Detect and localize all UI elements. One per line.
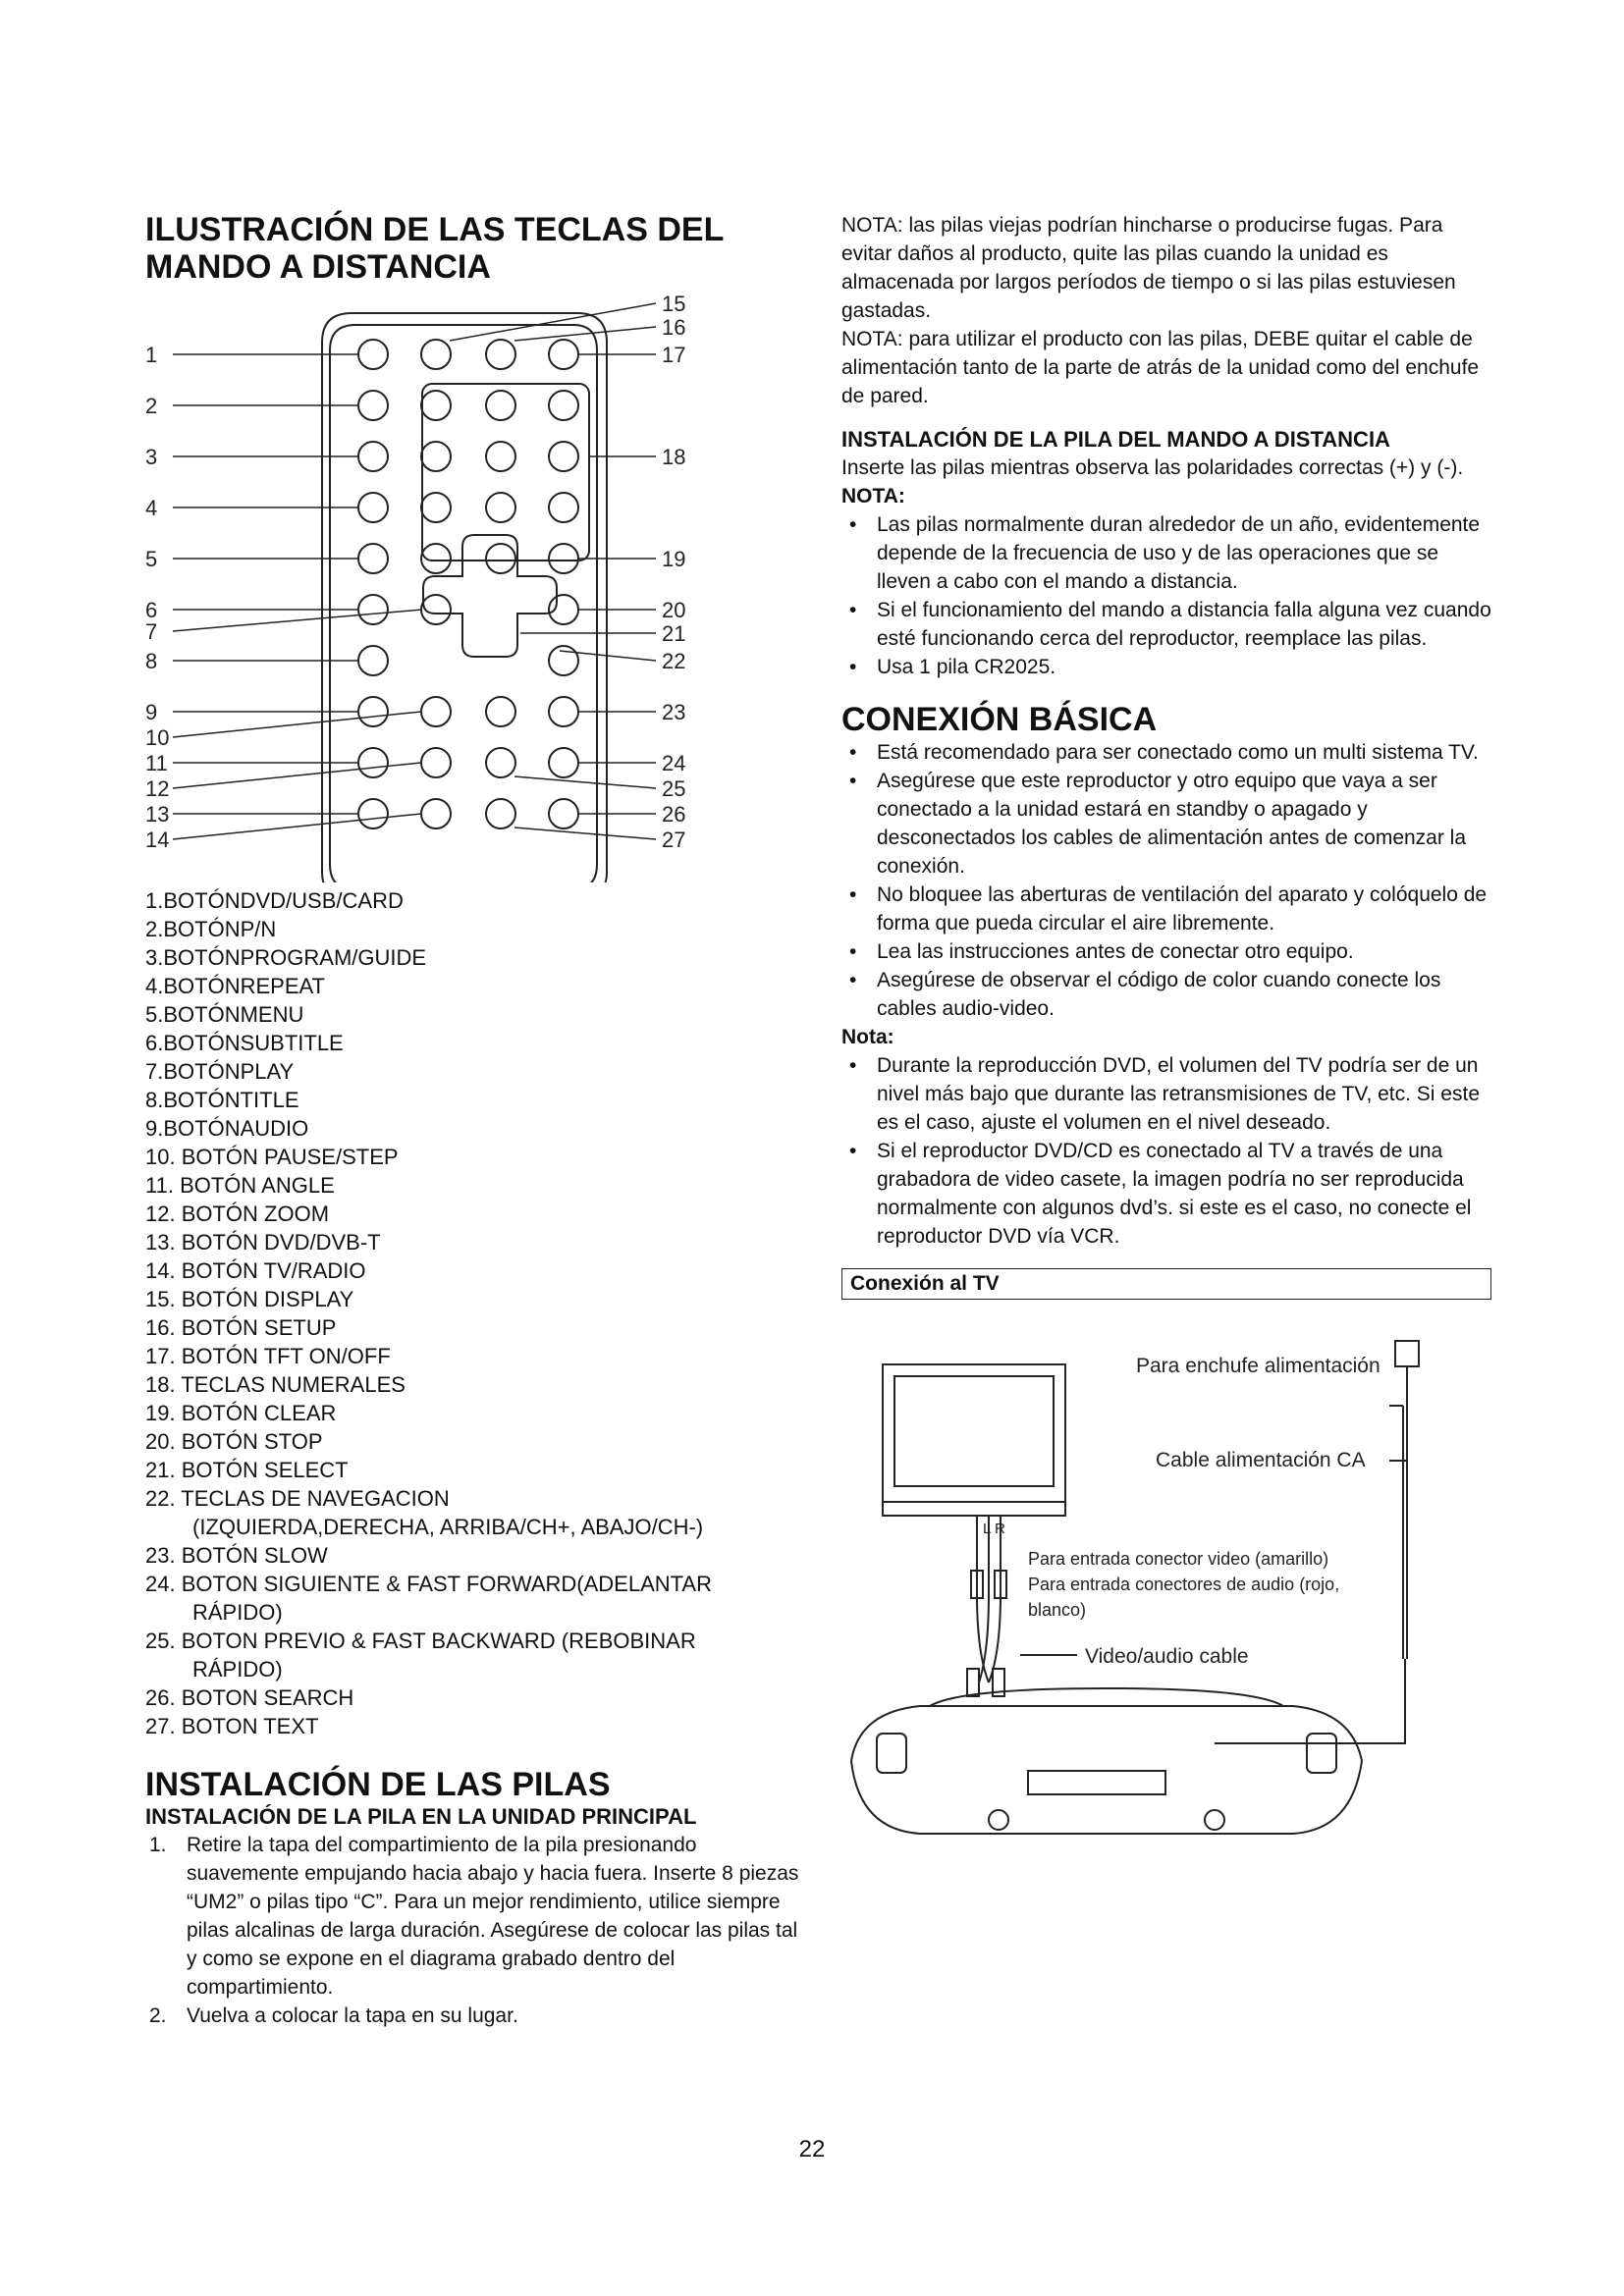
right-column bbox=[841, 211, 1491, 1849]
tv-connection-box-title: Conexión al TV bbox=[841, 1268, 1491, 1300]
remote-callout-left: 9 bbox=[145, 700, 158, 724]
remote-callout-right: 19 bbox=[662, 547, 686, 571]
remote-section-title: ILUSTRACIÓN DE LAS TECLAS DEL MANDO A DISTANCIA bbox=[145, 211, 725, 286]
remote-callout-left: 12 bbox=[145, 776, 170, 801]
list-item: 8.BOTÓNTITLE bbox=[145, 1088, 299, 1112]
list-item: 13. BOTÓN DVD/DVB-T bbox=[145, 1230, 381, 1255]
label-audio-in2: blanco) bbox=[1028, 1600, 1087, 1620]
list-item: 4.BOTÓNREPEAT bbox=[145, 974, 325, 998]
list-item: RÁPIDO) bbox=[192, 1600, 283, 1625]
remote-callout-right: 16 bbox=[662, 315, 686, 340]
connection-bullets bbox=[841, 738, 1491, 1023]
label-video-in: Para entrada conector video (amarillo) bbox=[1028, 1549, 1329, 1569]
note-power-cable: NOTA: para utilizar el producto con las pilas, DEBE quitar el cable de alimentación tanto de la parte de atrás de la unidad como del enchufe de pared. bbox=[841, 328, 1480, 407]
power-plug-icon bbox=[1395, 1341, 1419, 1366]
label-enchufe: Para enchufe alimentación bbox=[1136, 1355, 1380, 1377]
tv-connection-diagram bbox=[841, 1300, 1491, 1849]
list-item: 18. TECLAS NUMERALES bbox=[145, 1372, 406, 1397]
list-item: RÁPIDO) bbox=[192, 1657, 283, 1682]
remote-battery-text: Inserte las pilas mientras observa las polaridades correctas (+) y (-). bbox=[841, 456, 1464, 479]
list-item: 1.BOTÓNDVD/USB/CARD bbox=[145, 888, 404, 913]
remote-callout-left: 14 bbox=[145, 828, 170, 852]
label-cable-ca: Cable alimentación CA bbox=[1156, 1449, 1366, 1471]
list-item: 9.BOTÓNAUDIO bbox=[145, 1116, 309, 1141]
list-item: 7.BOTÓNPLAY bbox=[145, 1059, 295, 1084]
remote-callout-right: 15 bbox=[662, 294, 686, 316]
list-item: 19. BOTÓN CLEAR bbox=[145, 1401, 337, 1425]
list-item: 27. BOTON TEXT bbox=[145, 1714, 319, 1738]
note2-bullets bbox=[841, 1051, 1491, 1251]
remote-callout-right: 23 bbox=[662, 700, 686, 724]
remote-callout-right: 22 bbox=[662, 649, 686, 673]
remote-callout-left: 8 bbox=[145, 649, 158, 673]
remote-callout-left: 10 bbox=[145, 725, 170, 750]
remote-callout-left: 7 bbox=[145, 619, 158, 644]
list-item: 23. BOTÓN SLOW bbox=[145, 1543, 328, 1568]
battery-main-unit-subtitle: INSTALACIÓN DE LA PILA EN LA UNIDAD PRINCIPAL bbox=[145, 1804, 697, 1829]
remote-callout-right: 20 bbox=[662, 598, 686, 622]
list-item: 10. BOTÓN PAUSE/STEP bbox=[145, 1145, 399, 1169]
note-old-batteries: NOTA: las pilas viejas podrían hincharse o producirse fugas. Para evitar daños al producto, quite las pilas cuando la unidad es almacenada por largos períodos de tiempo o si las pilas estuviesen gastadas. bbox=[841, 214, 1456, 322]
bullet-item: • Las pilas normalmente duran alrededor de un año, evidentemente depende de la frecuencia de uso y de las operaciones que se lleven a cabo con el mando a distancia. bbox=[841, 510, 1491, 596]
list-item: 17. BOTÓN TFT ON/OFF bbox=[145, 1344, 391, 1368]
list-item: 5.BOTÓNMENU bbox=[145, 1002, 304, 1027]
remote-key-r1c1 bbox=[358, 340, 388, 369]
remote-callout-left: 4 bbox=[145, 496, 158, 520]
bullet-item: • Usa 1 pila CR2025. bbox=[841, 653, 1491, 681]
list-item: (IZQUIERDA,DERECHA, ARRIBA/CH+, ABAJO/CH-) bbox=[192, 1515, 704, 1539]
remote-callout-left: 5 bbox=[145, 547, 158, 571]
list-item: 16. BOTÓN SETUP bbox=[145, 1315, 337, 1340]
step-item: 2. Vuelva a colocar la tapa en su lugar. bbox=[149, 2004, 518, 2027]
remote-callout-left: 1 bbox=[145, 343, 158, 367]
note-bullets bbox=[841, 510, 1491, 681]
remote-callout-left: 11 bbox=[145, 751, 168, 775]
list-item: 12. BOTÓN ZOOM bbox=[145, 1201, 330, 1226]
remote-callout-right: 27 bbox=[662, 828, 686, 852]
bullet-item: • Si el reproductor DVD/CD es conectado al TV a través de una grabadora de video casete, la imagen podría no ser reproducida normalmente con algunos dvd’s. si este es el caso, no conecte el reproductor DVD vía VCR. bbox=[841, 1137, 1491, 1251]
label-lr: L R bbox=[983, 1521, 1005, 1537]
remote-callout-right: 26 bbox=[662, 802, 686, 827]
remote-callout-right: 18 bbox=[662, 445, 686, 469]
label-av-cable: Video/audio cable bbox=[1085, 1645, 1249, 1668]
connection-section-title: CONEXIÓN BÁSICA bbox=[841, 701, 1158, 738]
step-item: 1. Retire la tapa del compartimiento de la pila presionando suavemente empujando hacia abajo y hacia fuera. Inserte 8 piezas “UM2” o pilas tipo “C”. Para un mejor rendimiento, utilice siempre pilas alcalinas de larga duración. Asegúrese de colocar las pilas tal y como se expone en el diagrama grabado dentro del compartimiento. bbox=[149, 1834, 799, 1999]
remote-callout-left: 13 bbox=[145, 802, 170, 827]
bullet-item: • No bloquee las aberturas de ventilación del aparato y colóquelo de forma que pueda circular el aire libremente. bbox=[841, 881, 1491, 937]
battery-steps bbox=[145, 1831, 813, 2030]
bullet-item: • Asegúrese de observar el código de color cuando conecte los cables audio-video. bbox=[841, 966, 1491, 1023]
remote-callout-right: 25 bbox=[662, 776, 686, 801]
remote-callout-right: 21 bbox=[662, 621, 686, 646]
bullet-item: • Lea las instrucciones antes de conectar otro equipo. bbox=[841, 937, 1491, 966]
list-item: 24. BOTON SIGUIENTE & FAST FORWARD(ADELANTAR bbox=[145, 1572, 712, 1596]
page-number: 22 bbox=[798, 2136, 826, 2163]
list-item: 2.BOTÓNP/N bbox=[145, 917, 277, 941]
bullet-item: • Durante la reproducción DVD, el volumen del TV podría ser de un nivel más bajo que durante las retransmisiones de TV, etc. Si este es el caso, ajuste el volumen en el nivel deseado. bbox=[841, 1051, 1491, 1137]
bullet-item: • Si el funcionamiento del mando a distancia falla alguna vez cuando esté funcionando cerca del reproductor, reemplace las pilas. bbox=[841, 596, 1491, 653]
left-column bbox=[145, 211, 813, 2030]
remote-control-diagram bbox=[145, 294, 813, 882]
list-item: 11. BOTÓN ANGLE bbox=[145, 1173, 335, 1198]
remote-callout-left: 6 bbox=[145, 598, 158, 622]
remote-callout-right: 17 bbox=[662, 343, 686, 367]
list-item: 3.BOTÓNPROGRAM/GUIDE bbox=[145, 945, 427, 970]
remote-callout-left: 3 bbox=[145, 445, 158, 469]
list-item: 20. BOTÓN STOP bbox=[145, 1429, 323, 1454]
remote-callout-left: 2 bbox=[145, 394, 158, 418]
list-item: 22. TECLAS DE NAVEGACION bbox=[145, 1486, 450, 1511]
bullet-item: • Asegúrese que este reproductor y otro equipo que vaya a ser conectado a la unidad estará en standby o apagado y desconectados los cables de alimentación antes de comenzar la conexión. bbox=[841, 767, 1491, 881]
label-audio-in: Para entrada conectores de audio (rojo, bbox=[1028, 1575, 1340, 1594]
button-list bbox=[145, 886, 813, 1740]
note-label: NOTA: bbox=[841, 485, 905, 507]
list-item: 15. BOTÓN DISPLAY bbox=[145, 1287, 354, 1311]
list-item: 21. BOTÓN SELECT bbox=[145, 1458, 349, 1482]
bullet-item: • Está recomendado para ser conectado como un multi sistema TV. bbox=[841, 738, 1491, 767]
tv-icon bbox=[883, 1364, 1065, 1502]
list-item: 25. BOTON PREVIO & FAST BACKWARD (REBOBINAR bbox=[145, 1629, 696, 1653]
list-item: 26. BOTON SEARCH bbox=[145, 1685, 354, 1710]
list-item: 14. BOTÓN TV/RADIO bbox=[145, 1258, 366, 1283]
note2-label: Nota: bbox=[841, 1026, 894, 1048]
battery-section-title: INSTALACIÓN DE LAS PILAS bbox=[145, 1766, 611, 1803]
remote-callout-right: 24 bbox=[662, 751, 686, 775]
list-item: 6.BOTÓNSUBTITLE bbox=[145, 1031, 344, 1055]
remote-battery-title: INSTALACIÓN DE LA PILA DEL MANDO A DISTANCIA bbox=[841, 427, 1390, 452]
